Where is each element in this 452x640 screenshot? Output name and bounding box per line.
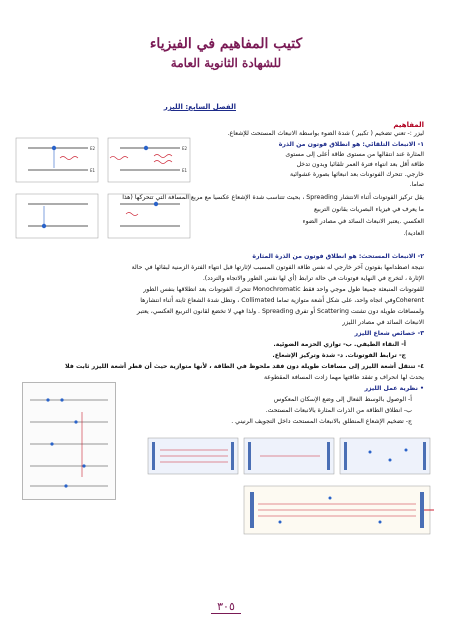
section-title: الفصل السابع: الليزر xyxy=(163,103,236,111)
text-line: للفوتونات المنبعثة جميعا طول موجي واحد فقط Monochromatic تتحرك الفوتونات بعد انطلاقها بنفس الطور xyxy=(143,286,424,293)
text-line: العكسي .يعتبر الانبعاث السائد في مصادر الضوء xyxy=(302,218,424,225)
text-line: • نظرية عمل الليزر xyxy=(364,385,424,392)
text-line: يقل تركيز الفوتونات أثناء الانتشار Spreading ، بحيث تتناسب شدة الإشعاع عكسيا مع مربع المسافة التي تتحركها (هذا xyxy=(122,194,424,201)
text-line: ما يعرف في فيزياء البصريات بقانون التربيع xyxy=(313,206,424,213)
cavity-diagram-1 xyxy=(340,438,430,474)
svg-text:E1: E1 xyxy=(90,168,96,173)
svg-text:E2: E2 xyxy=(90,146,96,151)
text-line: الإثارة ، لتخرج في النهاية فوتونات في حالة ترابط (أي لها نفس الطور والاتجاه والتردد). xyxy=(202,275,424,282)
text-line: ج- تضخيم الإشعاع المنطلق بالانبعاث المستحث داخل التجويف الرنيني . xyxy=(231,418,412,425)
cavity-diagram-3 xyxy=(148,438,238,474)
cavity-diagram-2 xyxy=(244,438,334,474)
resonator-diagrams xyxy=(140,428,436,540)
svg-text:E2: E2 xyxy=(182,146,188,151)
laser-levels-diagram xyxy=(22,382,116,500)
header-title: كتيب المفاهيم في الفيزياء xyxy=(149,36,303,52)
level-diagram-lower-left xyxy=(16,194,98,238)
text-line: خارجي. تتحرك الفوتونات بعد انبعاثها بصورة عشوائية xyxy=(290,171,424,178)
text-line: الانبعاث السائد في مصادر الليزر xyxy=(342,319,424,326)
text-line: يحدث لها انحراف و تفقد طاقتها مهما زادت المسافة المقطوعة xyxy=(263,374,424,381)
text-line: ١- الانبعاث التلقائي: هو انطلاق فوتون من الذرة xyxy=(278,141,424,148)
text-line: ب- انطلاق الطاقة من الذرات المثارة بالانبعاث المستحث. xyxy=(265,407,412,414)
text-line: ج- ترابط الفوتونات. د- شدة وتركيز الإشعاع. xyxy=(272,352,406,359)
text-line: طاقة أقل بعد انتهاء فترة العمر تلقائيا وبدون تدخل xyxy=(296,161,424,168)
text-line: Coherentوفي اتجاه واحد، على شكل أشعة متوازية تماما Collimated ، وتظل شدة الشعاع ثابتة أثناء انتشارها xyxy=(140,297,424,304)
text-line: ٢- الانبعاث المستحث: هو انطلاق فوتون من الذرة المثارة xyxy=(252,253,424,260)
text-line: ولمسافات طويلة دون تشتت Scattering أو تفرق Spreading . ولذا فهي لا تخضع لقانون التربيع العكسي، يعتبر xyxy=(136,308,424,315)
text-line: ٤- تنتقل أشعة الليزر إلى مسافات طويلة دون فقد ملحوظ في الطاقة ، لأنها متوازية حيث أن قطر أشعة الليزر ثابت فلا xyxy=(65,363,424,370)
text-line: أ- الوصول بالوسط الفعال إلى وضع الإسكان المعكوس xyxy=(273,396,412,403)
text-line: ٣- خصائص شعاع الليزر xyxy=(354,330,424,337)
text-line: نتيجة اصطدامها بفوتون آخر خارجي له نفس طاقة الفوتون المسبب لإثارتها قبل انتهاء الفترة الزمنية لبقائها في حالة xyxy=(131,264,424,271)
text-line: ليزر :- تعني تضخيم ( تكبير ) شدة الضوء بواسطة الانبعاث المستحث للإشعاع. xyxy=(227,130,424,137)
concepts-heading: المفاهيم xyxy=(393,121,424,129)
cavity-diagram-4 xyxy=(244,486,434,534)
text-line: أ- النقاء الطيفي. ب- توازي الحزمة الضوئية. xyxy=(273,341,406,348)
text-line: تماما. xyxy=(409,181,424,188)
stimulated-emission-diagram xyxy=(108,138,190,182)
spontaneous-emission-diagram xyxy=(16,138,98,182)
text-line: المثارة عند انتقالها من مستوى طاقة أعلى إلى مستوى xyxy=(285,151,424,158)
page-number: ٣٠٥ xyxy=(0,600,452,614)
energy-level-figures xyxy=(14,136,194,246)
header-subtitle: للشهادة الثانوية العامة xyxy=(170,56,282,70)
svg-text:E1: E1 xyxy=(182,168,188,173)
text-line: العادية). xyxy=(403,230,424,237)
